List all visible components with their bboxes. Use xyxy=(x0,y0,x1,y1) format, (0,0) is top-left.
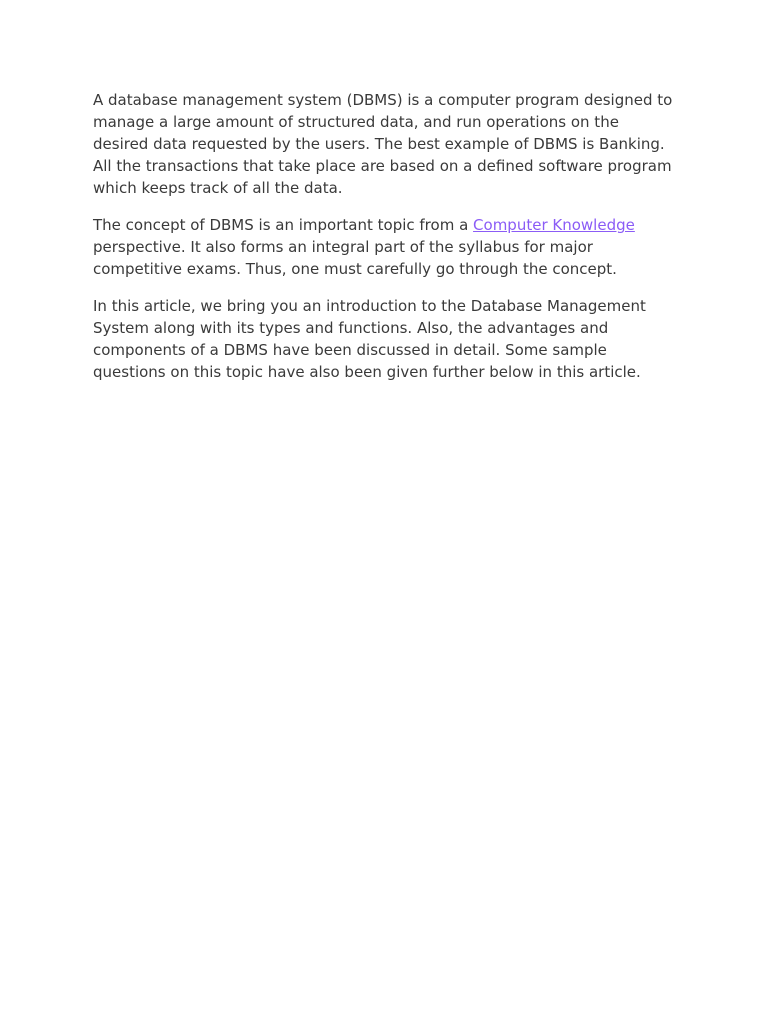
concept-text-before-link: The concept of DBMS is an important topic from a xyxy=(93,216,474,234)
computer-knowledge-link[interactable]: Computer Knowledge xyxy=(473,216,635,234)
intro-paragraph: A database management system (DBMS) is a computer program designed to manage a large amount of structured data, and run operations on the desired data requested by the users. The best example of DBMS is Banking. All the transactions that take place are based on a defined software program which keeps track of all the data. xyxy=(93,91,673,197)
article-body xyxy=(93,89,678,398)
overview-paragraph: In this article, we bring you an introduction to the Database Management System along with its types and functions. Also, the advantages and components of a DBMS have been discussed in detail. Some sample questions on this topic have also been given further below in this article. xyxy=(93,297,646,381)
concept-text-after-link: perspective. It also forms an integral part of the syllabus for major competitive exams. Thus, one must carefully go through the concept. xyxy=(93,238,617,278)
concept-paragraph xyxy=(93,214,678,280)
